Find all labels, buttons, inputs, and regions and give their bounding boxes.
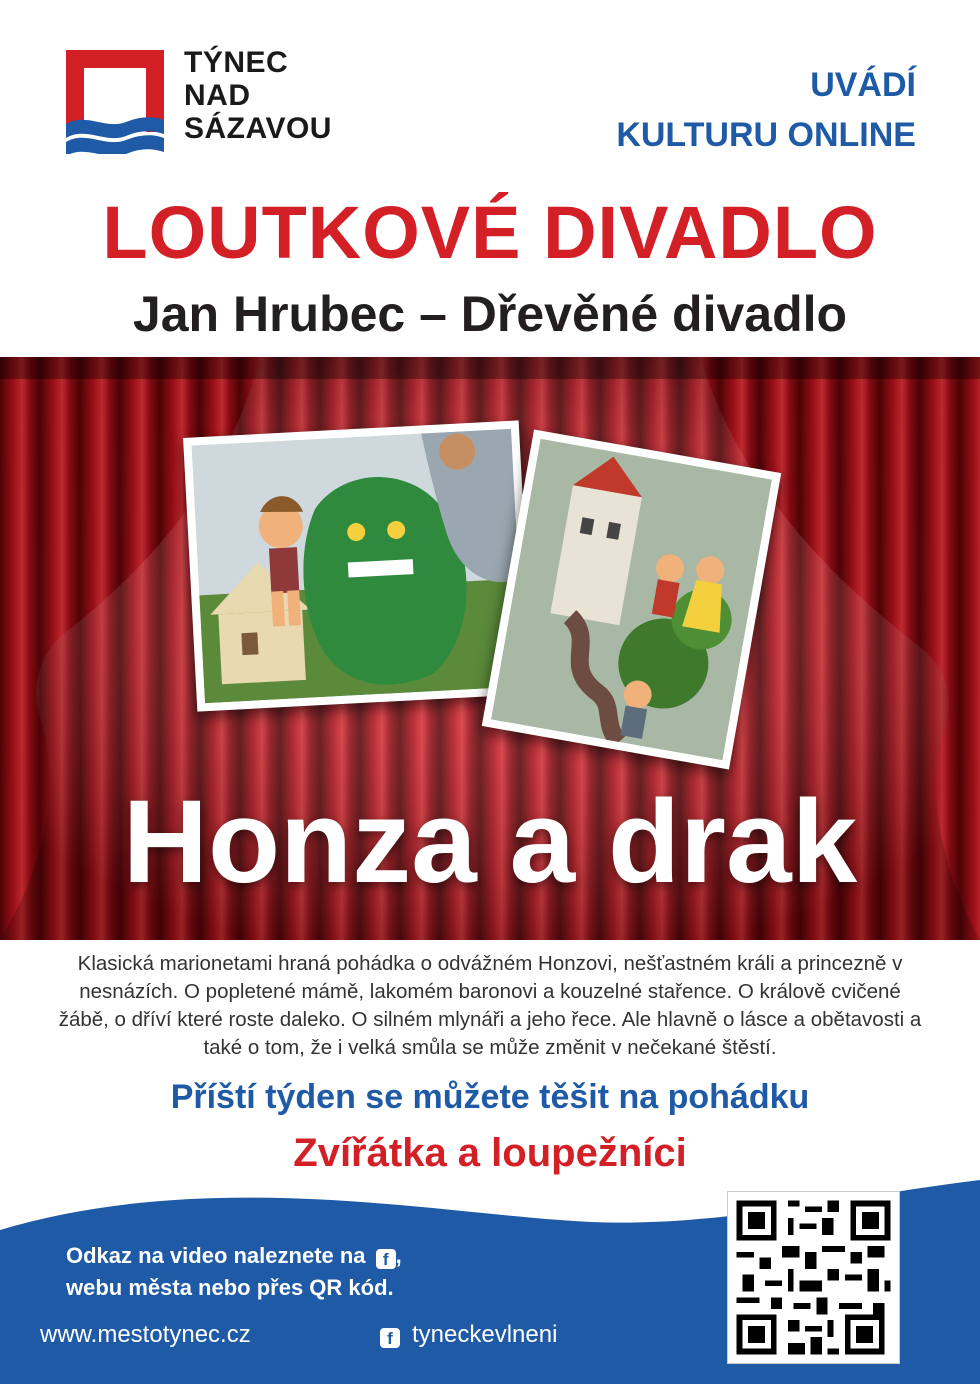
play-description: Klasická marionetami hraná pohádka o odvážném Honzovi, nešťastném králi a princezně v nesnázích. O popletené mámě, lakomém baronovi a kouzelné stařence. O králově cvičené žábě, o dříví které roste daleko. O silném mlynáři a jeho řece. Ale hlavně o lásce a obětavosti a také o tom, že i velká smůla se může změnit v nečekané štěstí.: [58, 952, 922, 1059]
presents-line-1: UVÁDÍ: [810, 66, 916, 104]
next-week-text: Příští týden se můžete těšit na pohádku: [170, 1078, 810, 1116]
poster-subtitle: Jan Hrubec – Dřevěné divadlo: [132, 286, 848, 342]
logo-line-2: NAD: [184, 79, 251, 112]
facebook-icon: f: [376, 1249, 396, 1269]
presents-text: [616, 60, 916, 160]
facebook-handle: tyneckevlneni: [412, 1321, 558, 1348]
town-logo: [66, 50, 164, 154]
video-note-line-2: webu města nebo přes QR kód.: [66, 1275, 394, 1300]
facebook-icon: f: [380, 1328, 400, 1348]
logo-text: [184, 46, 332, 145]
puppet-photo-dragon: [183, 420, 533, 711]
puppet-photo-castle: [482, 429, 781, 769]
facebook-link[interactable]: [380, 1320, 557, 1350]
next-play-title: Zvířátka a loupežníci: [293, 1131, 687, 1175]
poster-title: LOUTKOVÉ DIVADLO: [102, 191, 878, 274]
video-note-line-1: Odkaz na video naleznete na: [66, 1243, 366, 1268]
stage-curtain: [0, 357, 980, 940]
logo-line-3: SÁZAVOU: [184, 112, 332, 145]
play-title: Honza a drak: [122, 776, 858, 908]
video-note: Odkaz na video naleznete na f , webu města nebo přes QR kód.: [66, 1240, 402, 1304]
presents-line-2: KULTURU ONLINE: [616, 116, 916, 154]
qr-code[interactable]: [728, 1192, 899, 1363]
website-link[interactable]: www.mestotynec.cz: [40, 1321, 251, 1348]
logo-line-1: TÝNEC: [184, 46, 289, 79]
